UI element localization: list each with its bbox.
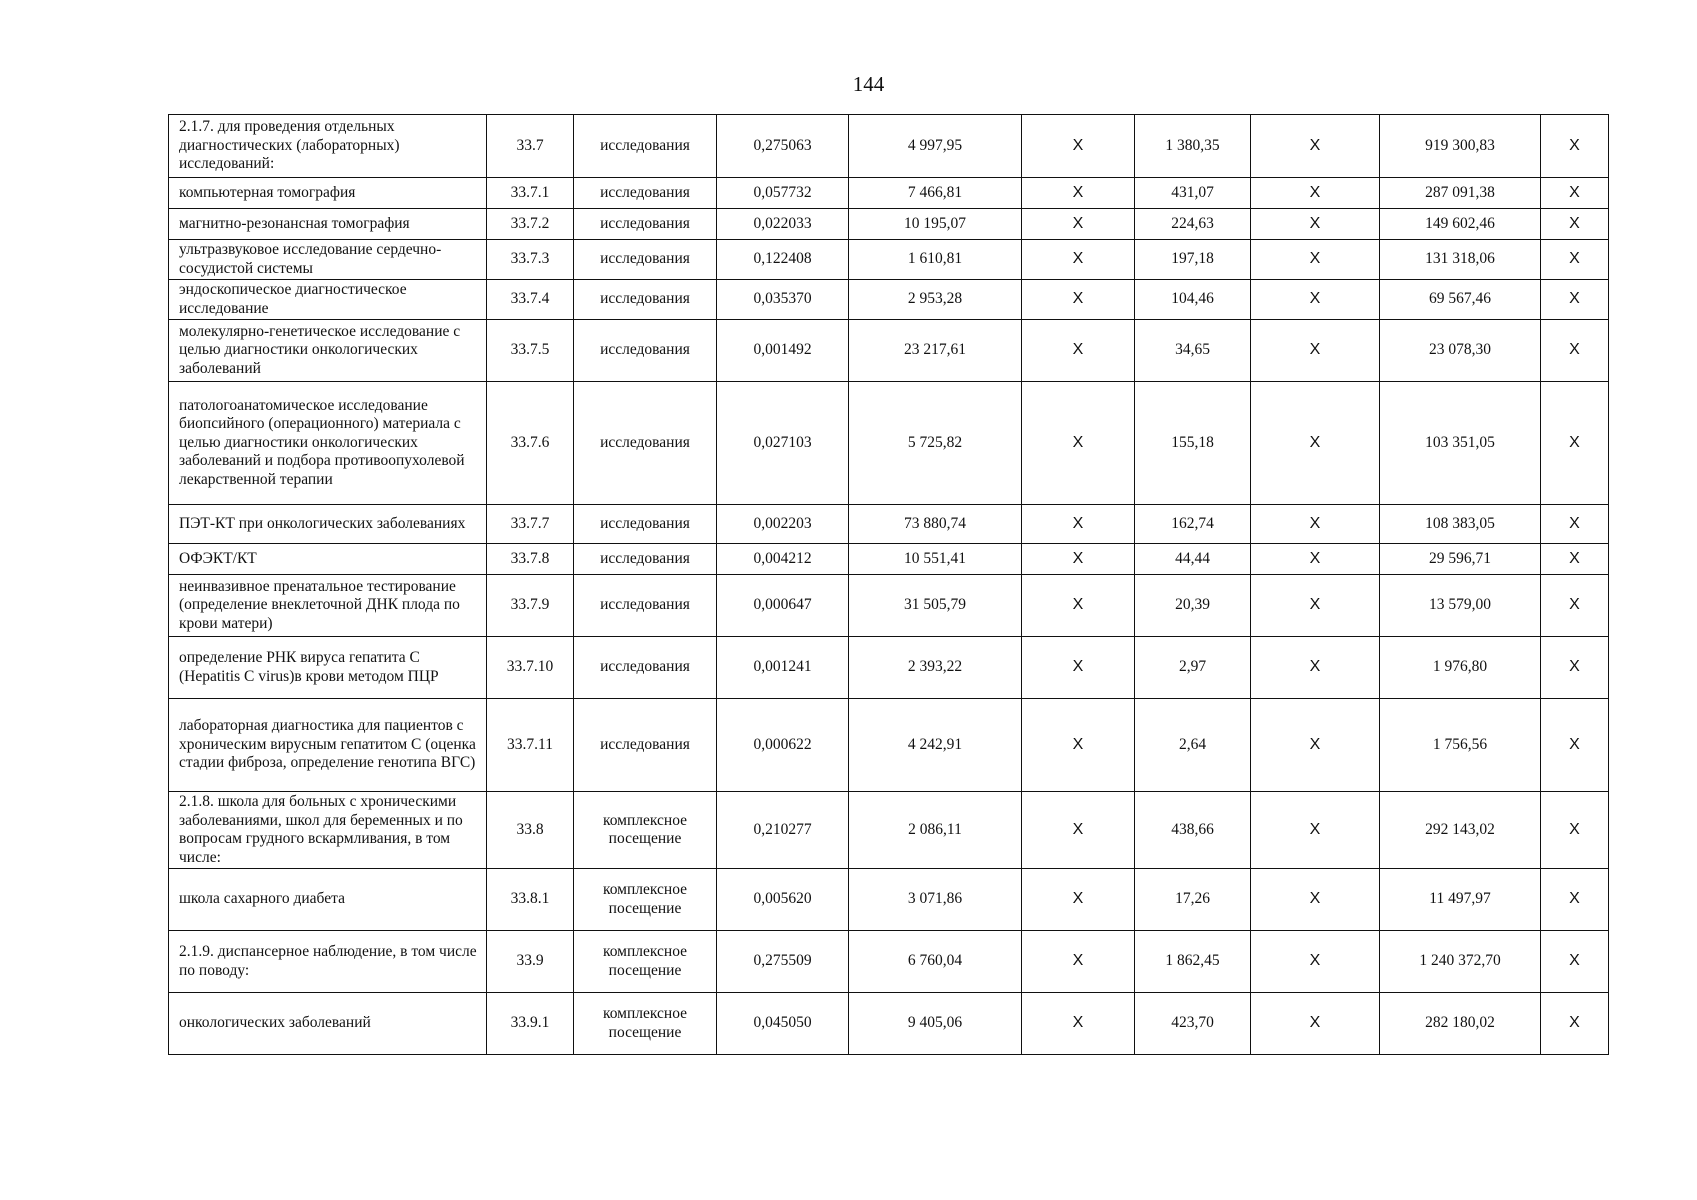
x-mark-cell: Х xyxy=(1251,575,1380,637)
row-number-cell: 33.9.1 xyxy=(487,993,574,1055)
amount-cell: 149 602,46 xyxy=(1380,209,1541,240)
table-row xyxy=(169,115,1609,178)
x-mark-cell: Х xyxy=(1541,382,1609,505)
service-name-cell: ОФЭКТ/КТ xyxy=(169,544,487,575)
per-capita-cell: 1 862,45 xyxy=(1135,931,1251,993)
x-mark-cell: Х xyxy=(1541,792,1609,869)
x-mark-cell: Х xyxy=(1541,637,1609,699)
row-number-cell: 33.7 xyxy=(487,115,574,178)
table-row xyxy=(169,209,1609,240)
per-capita-cell: 2,64 xyxy=(1135,699,1251,792)
x-mark-cell: Х xyxy=(1251,320,1380,382)
table-row xyxy=(169,699,1609,792)
amount-cell: 69 567,46 xyxy=(1380,280,1541,320)
per-capita-cell: 431,07 xyxy=(1135,178,1251,209)
table-row xyxy=(169,280,1609,320)
rate-cell: 0,001241 xyxy=(717,637,849,699)
x-mark-cell: Х xyxy=(1541,869,1609,931)
per-capita-cell: 17,26 xyxy=(1135,869,1251,931)
x-mark-cell: Х xyxy=(1251,382,1380,505)
row-number-cell: 33.7.4 xyxy=(487,280,574,320)
per-capita-cell: 1 380,35 xyxy=(1135,115,1251,178)
rate-cell: 0,001492 xyxy=(717,320,849,382)
cost-cell: 1 610,81 xyxy=(849,240,1022,280)
table-row xyxy=(169,320,1609,382)
cost-cell: 4 242,91 xyxy=(849,699,1022,792)
rate-cell: 0,000647 xyxy=(717,575,849,637)
unit-cell: исследования xyxy=(574,178,717,209)
table-row xyxy=(169,869,1609,931)
per-capita-cell: 197,18 xyxy=(1135,240,1251,280)
unit-cell: комплексное посещение xyxy=(574,869,717,931)
rate-cell: 0,002203 xyxy=(717,505,849,544)
x-mark-cell: Х xyxy=(1541,699,1609,792)
x-mark-cell: Х xyxy=(1251,178,1380,209)
row-number-cell: 33.7.10 xyxy=(487,637,574,699)
service-name-cell: ультразвуковое исследование сердечно-сосудистой системы xyxy=(169,240,487,280)
per-capita-cell: 155,18 xyxy=(1135,382,1251,505)
amount-cell: 1 756,56 xyxy=(1380,699,1541,792)
table-row xyxy=(169,505,1609,544)
rate-cell: 0,045050 xyxy=(717,993,849,1055)
row-number-cell: 33.7.7 xyxy=(487,505,574,544)
rate-cell: 0,210277 xyxy=(717,792,849,869)
per-capita-cell: 104,46 xyxy=(1135,280,1251,320)
x-mark-cell: Х xyxy=(1022,931,1135,993)
x-mark-cell: Х xyxy=(1541,320,1609,382)
amount-cell: 108 383,05 xyxy=(1380,505,1541,544)
per-capita-cell: 438,66 xyxy=(1135,792,1251,869)
cost-cell: 3 071,86 xyxy=(849,869,1022,931)
rate-cell: 0,275063 xyxy=(717,115,849,178)
amount-cell: 919 300,83 xyxy=(1380,115,1541,178)
x-mark-cell: Х xyxy=(1251,869,1380,931)
x-mark-cell: Х xyxy=(1541,993,1609,1055)
cost-cell: 73 880,74 xyxy=(849,505,1022,544)
service-name-cell: 2.1.7. для проведения отдельных диагностических (лабораторных) исследований: xyxy=(169,115,487,178)
x-mark-cell: Х xyxy=(1022,280,1135,320)
unit-cell: исследования xyxy=(574,637,717,699)
table-body xyxy=(169,115,1609,1055)
amount-cell: 29 596,71 xyxy=(1380,544,1541,575)
x-mark-cell: Х xyxy=(1022,178,1135,209)
unit-cell: исследования xyxy=(574,575,717,637)
unit-cell: комплексное посещение xyxy=(574,792,717,869)
unit-cell: исследования xyxy=(574,280,717,320)
x-mark-cell: Х xyxy=(1022,637,1135,699)
cost-cell: 10 551,41 xyxy=(849,544,1022,575)
cost-cell: 2 393,22 xyxy=(849,637,1022,699)
x-mark-cell: Х xyxy=(1251,505,1380,544)
rate-cell: 0,005620 xyxy=(717,869,849,931)
x-mark-cell: Х xyxy=(1022,240,1135,280)
rate-cell: 0,027103 xyxy=(717,382,849,505)
x-mark-cell: Х xyxy=(1541,505,1609,544)
cost-cell: 6 760,04 xyxy=(849,931,1022,993)
row-number-cell: 33.7.6 xyxy=(487,382,574,505)
x-mark-cell: Х xyxy=(1541,544,1609,575)
x-mark-cell: Х xyxy=(1251,792,1380,869)
rate-cell: 0,004212 xyxy=(717,544,849,575)
x-mark-cell: Х xyxy=(1541,209,1609,240)
cost-cell: 7 466,81 xyxy=(849,178,1022,209)
rate-cell: 0,275509 xyxy=(717,931,849,993)
x-mark-cell: Х xyxy=(1022,209,1135,240)
amount-cell: 287 091,38 xyxy=(1380,178,1541,209)
table-row xyxy=(169,792,1609,869)
x-mark-cell: Х xyxy=(1022,699,1135,792)
cost-cell: 5 725,82 xyxy=(849,382,1022,505)
rate-cell: 0,000622 xyxy=(717,699,849,792)
row-number-cell: 33.7.3 xyxy=(487,240,574,280)
rate-cell: 0,122408 xyxy=(717,240,849,280)
x-mark-cell: Х xyxy=(1022,505,1135,544)
unit-cell: исследования xyxy=(574,240,717,280)
x-mark-cell: Х xyxy=(1541,931,1609,993)
unit-cell: исследования xyxy=(574,382,717,505)
rate-cell: 0,035370 xyxy=(717,280,849,320)
table-row xyxy=(169,637,1609,699)
x-mark-cell: Х xyxy=(1022,869,1135,931)
unit-cell: исследования xyxy=(574,115,717,178)
x-mark-cell: Х xyxy=(1251,544,1380,575)
table-row xyxy=(169,544,1609,575)
x-mark-cell: Х xyxy=(1022,382,1135,505)
cost-cell: 2 953,28 xyxy=(849,280,1022,320)
cost-cell: 23 217,61 xyxy=(849,320,1022,382)
row-number-cell: 33.7.11 xyxy=(487,699,574,792)
amount-cell: 103 351,05 xyxy=(1380,382,1541,505)
x-mark-cell: Х xyxy=(1251,699,1380,792)
x-mark-cell: Х xyxy=(1541,280,1609,320)
table-row xyxy=(169,575,1609,637)
service-name-cell: молекулярно-генетическое исследование с целью диагностики онкологических заболеваний xyxy=(169,320,487,382)
service-name-cell: определение РНК вируса гепатита С (Hepatitis C virus)в крови методом ПЦР xyxy=(169,637,487,699)
rate-cell: 0,057732 xyxy=(717,178,849,209)
data-table xyxy=(168,114,1609,1055)
row-number-cell: 33.7.1 xyxy=(487,178,574,209)
service-name-cell: магнитно-резонансная томография xyxy=(169,209,487,240)
amount-cell: 23 078,30 xyxy=(1380,320,1541,382)
x-mark-cell: Х xyxy=(1251,115,1380,178)
amount-cell: 1 976,80 xyxy=(1380,637,1541,699)
row-number-cell: 33.7.2 xyxy=(487,209,574,240)
unit-cell: комплексное посещение xyxy=(574,993,717,1055)
per-capita-cell: 44,44 xyxy=(1135,544,1251,575)
unit-cell: исследования xyxy=(574,209,717,240)
table-row xyxy=(169,240,1609,280)
per-capita-cell: 34,65 xyxy=(1135,320,1251,382)
per-capita-cell: 423,70 xyxy=(1135,993,1251,1055)
cost-cell: 4 997,95 xyxy=(849,115,1022,178)
x-mark-cell: Х xyxy=(1251,993,1380,1055)
x-mark-cell: Х xyxy=(1541,178,1609,209)
service-name-cell: онкологических заболеваний xyxy=(169,993,487,1055)
service-name-cell: 2.1.8. школа для больных с хроническими заболеваниями, школ для беременных и по вопросам грудного вскармливания, в том числе: xyxy=(169,792,487,869)
service-name-cell: компьютерная томография xyxy=(169,178,487,209)
per-capita-cell: 162,74 xyxy=(1135,505,1251,544)
cost-cell: 2 086,11 xyxy=(849,792,1022,869)
row-number-cell: 33.8.1 xyxy=(487,869,574,931)
per-capita-cell: 2,97 xyxy=(1135,637,1251,699)
rate-cell: 0,022033 xyxy=(717,209,849,240)
row-number-cell: 33.7.5 xyxy=(487,320,574,382)
service-name-cell: ПЭТ-КТ при онкологических заболеваниях xyxy=(169,505,487,544)
x-mark-cell: Х xyxy=(1022,993,1135,1055)
service-name-cell: неинвазивное пренатальное тестирование (определение внеклеточной ДНК плода по крови матери) xyxy=(169,575,487,637)
x-mark-cell: Х xyxy=(1022,115,1135,178)
service-name-cell: эндоскопическое диагностическое исследование xyxy=(169,280,487,320)
x-mark-cell: Х xyxy=(1541,575,1609,637)
amount-cell: 11 497,97 xyxy=(1380,869,1541,931)
unit-cell: исследования xyxy=(574,544,717,575)
x-mark-cell: Х xyxy=(1251,209,1380,240)
x-mark-cell: Х xyxy=(1251,637,1380,699)
service-name-cell: лабораторная диагностика для пациентов с хроническим вирусным гепатитом С (оценка стадии фиброза, определение генотипа ВГС) xyxy=(169,699,487,792)
amount-cell: 131 318,06 xyxy=(1380,240,1541,280)
row-number-cell: 33.8 xyxy=(487,792,574,869)
table-row xyxy=(169,993,1609,1055)
per-capita-cell: 224,63 xyxy=(1135,209,1251,240)
row-number-cell: 33.7.8 xyxy=(487,544,574,575)
unit-cell: исследования xyxy=(574,699,717,792)
page-number: 144 xyxy=(852,72,885,96)
x-mark-cell: Х xyxy=(1022,575,1135,637)
table-row xyxy=(169,382,1609,505)
x-mark-cell: Х xyxy=(1541,240,1609,280)
x-mark-cell: Х xyxy=(1251,280,1380,320)
x-mark-cell: Х xyxy=(1022,544,1135,575)
x-mark-cell: Х xyxy=(1022,320,1135,382)
unit-cell: комплексное посещение xyxy=(574,931,717,993)
x-mark-cell: Х xyxy=(1251,240,1380,280)
per-capita-cell: 20,39 xyxy=(1135,575,1251,637)
amount-cell: 13 579,00 xyxy=(1380,575,1541,637)
unit-cell: исследования xyxy=(574,505,717,544)
unit-cell: исследования xyxy=(574,320,717,382)
table-row xyxy=(169,178,1609,209)
service-name-cell: патологоанатомическое исследование биопсийного (операционного) материала с целью диагностики онкологических заболеваний и подбора противоопухолевой лекарственной терапии xyxy=(169,382,487,505)
row-number-cell: 33.9 xyxy=(487,931,574,993)
x-mark-cell: Х xyxy=(1022,792,1135,869)
cost-cell: 31 505,79 xyxy=(849,575,1022,637)
amount-cell: 282 180,02 xyxy=(1380,993,1541,1055)
x-mark-cell: Х xyxy=(1541,115,1609,178)
x-mark-cell: Х xyxy=(1251,931,1380,993)
cost-cell: 9 405,06 xyxy=(849,993,1022,1055)
service-name-cell: 2.1.9. диспансерное наблюдение, в том числе по поводу: xyxy=(169,931,487,993)
amount-cell: 1 240 372,70 xyxy=(1380,931,1541,993)
cost-cell: 10 195,07 xyxy=(849,209,1022,240)
amount-cell: 292 143,02 xyxy=(1380,792,1541,869)
service-name-cell: школа сахарного диабета xyxy=(169,869,487,931)
table-row xyxy=(169,931,1609,993)
row-number-cell: 33.7.9 xyxy=(487,575,574,637)
